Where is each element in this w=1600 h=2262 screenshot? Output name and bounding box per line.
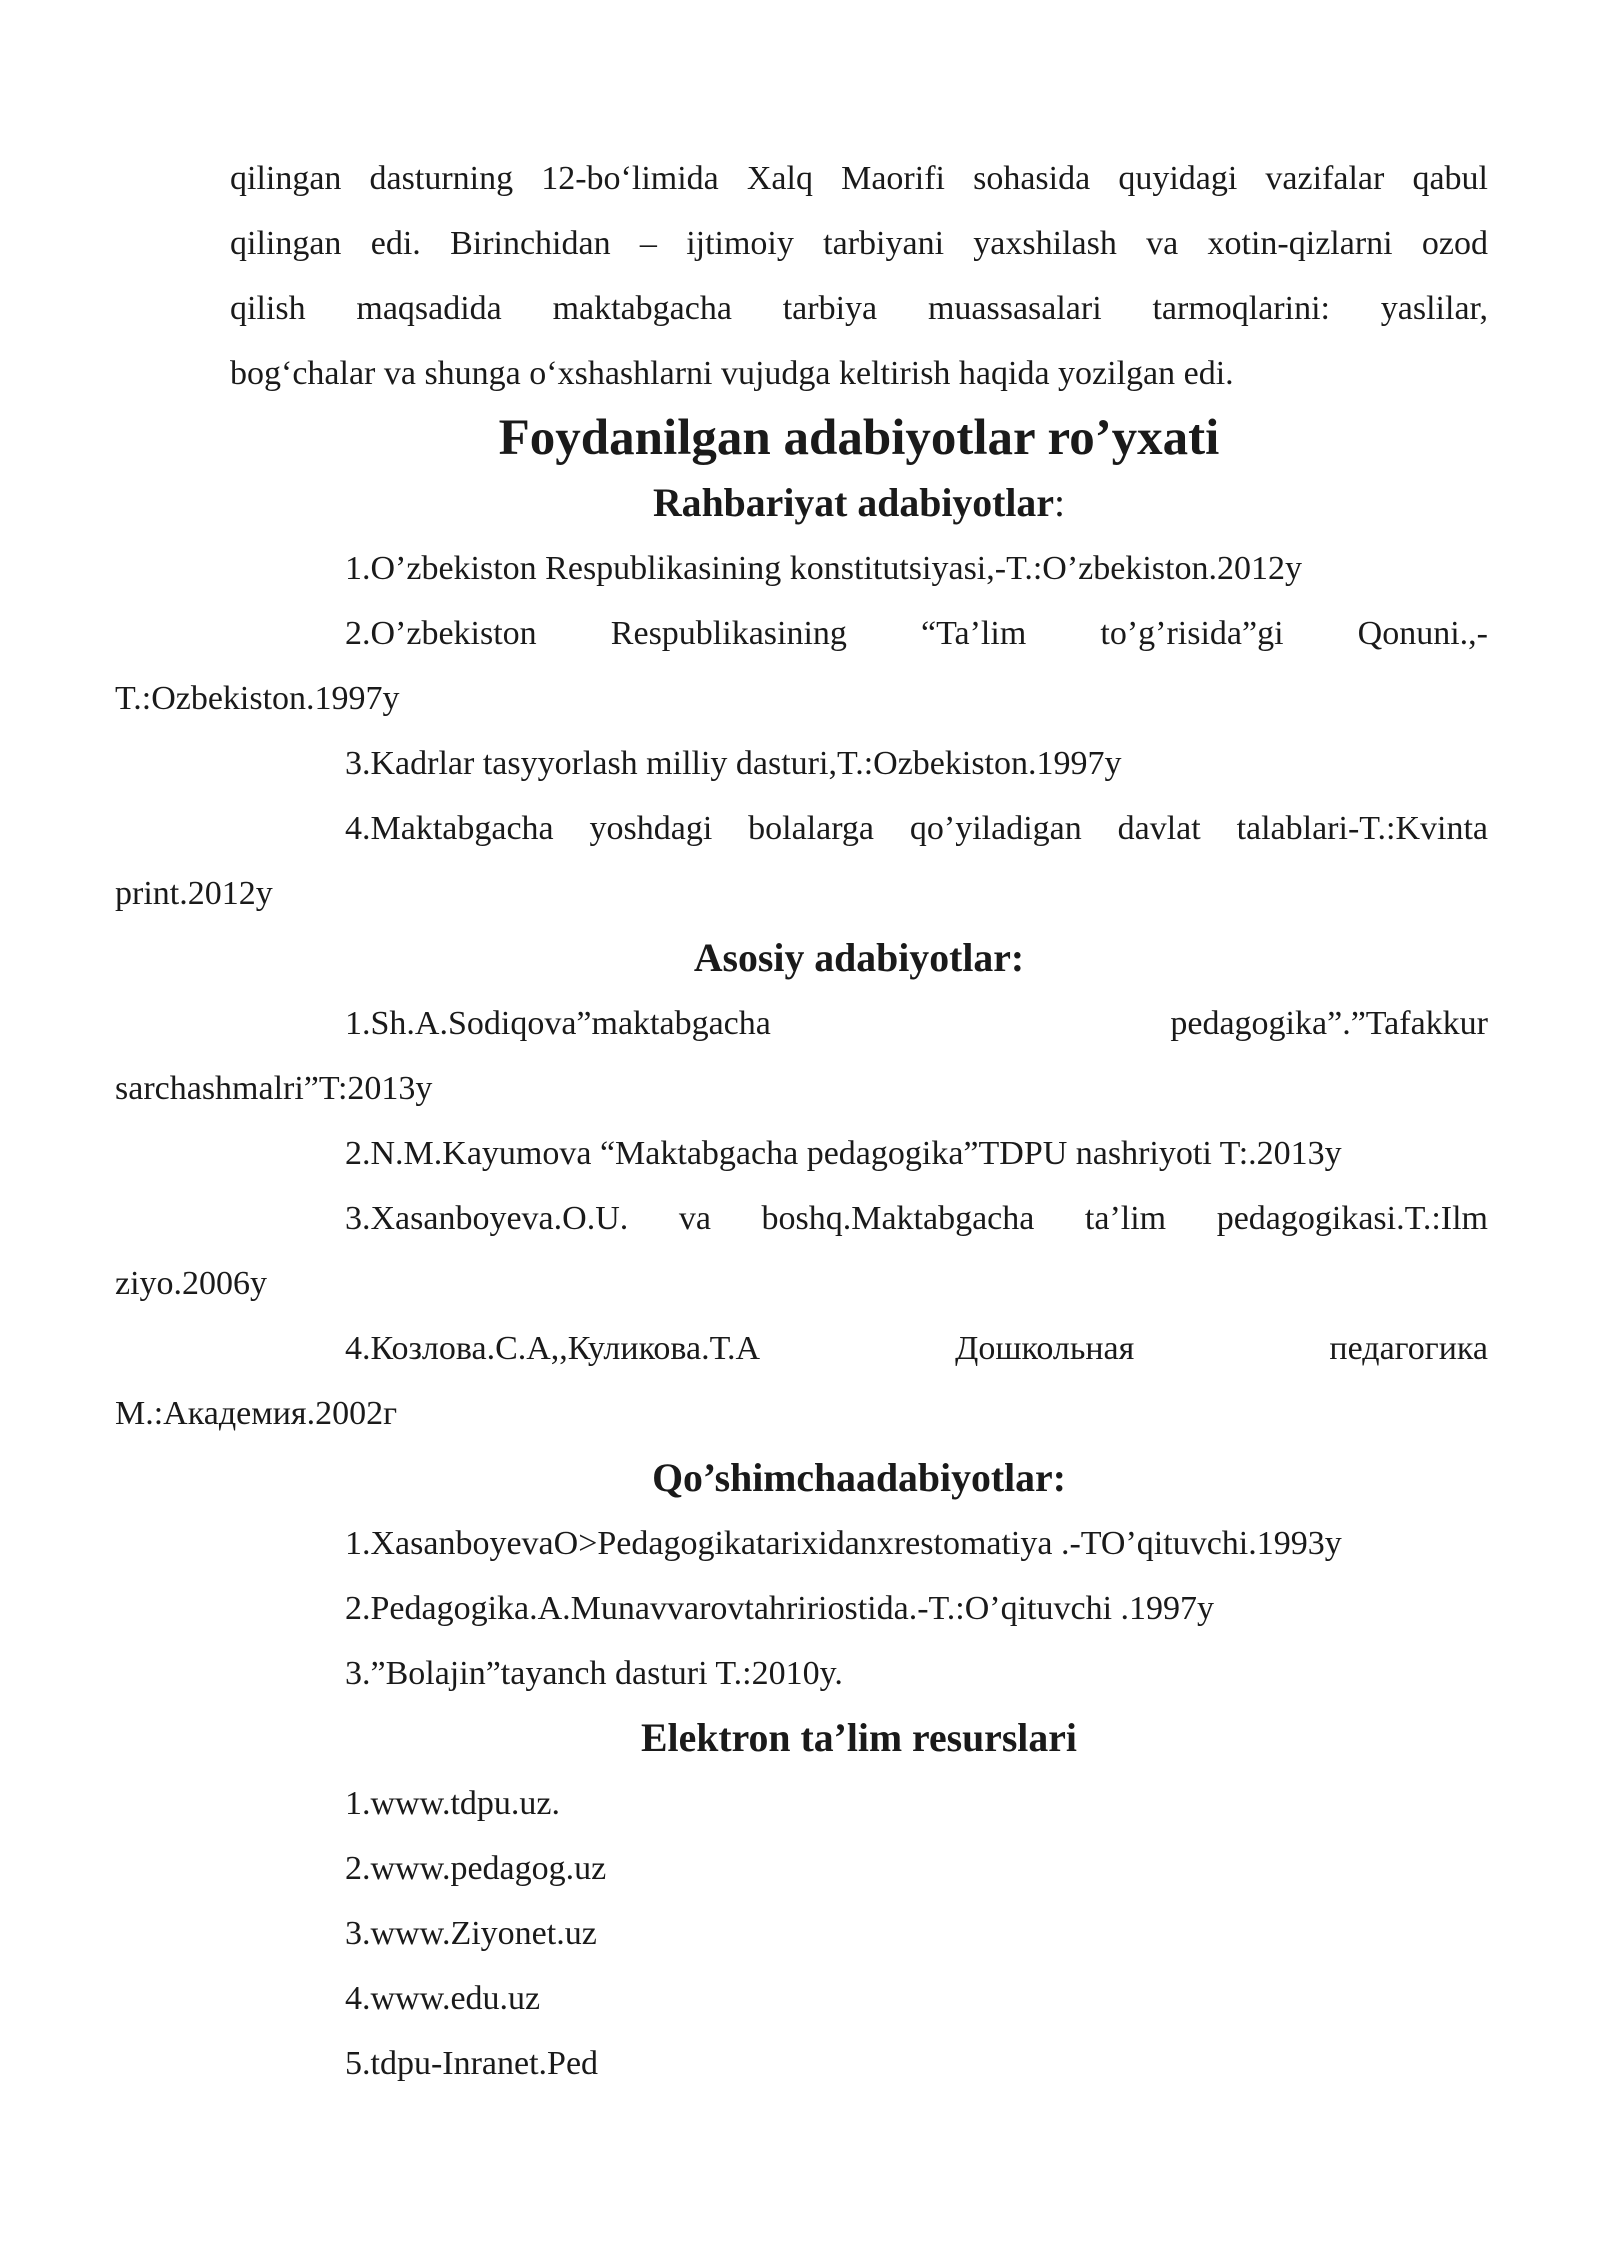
reference-item: 1.XasanboyevaO>Pedagogikatarixidanxrestomatiya .-TO’qituvchi.1993y <box>345 1525 1342 1562</box>
section-heading-elektron: Elektron ta’lim resurslari <box>641 1716 1077 1760</box>
section-heading-rahbariyat <box>230 471 1488 536</box>
resource-link[interactable]: 1.www.tdpu.uz. <box>345 1785 560 1822</box>
reference-item: 3.Xasanboyeva.O.U. va boshq.Maktabgacha ta’lim pedagogikasi.T.:Ilm ziyo.2006y <box>115 1200 1488 1302</box>
reference-item: 4.Maktabgacha yoshdagi bolalarga qo’yiladigan davlat talablari-T.:Kvinta print.2012y <box>115 810 1488 912</box>
heading-colon: : <box>1053 481 1066 525</box>
reference-item: 2.O’zbekiston Respublikasining “Ta’lim to’g’risida”gi Qonuni.,- T.:Ozbekiston.1997y <box>115 615 1488 717</box>
reference-item: 1.Sh.A.Sodiqova”maktabgacha pedagogika”.”Tafakkur sarchashmalri”T:2013y <box>115 1005 1488 1107</box>
resource-link[interactable]: 2.www.pedagog.uz <box>345 1850 607 1887</box>
reference-item: 1.O’zbekiston Respublikasining konstitutsiyasi,-T.:O’zbekiston.2012y <box>345 550 1302 587</box>
section-heading-text: Rahbariyat adabiyotlar <box>652 481 1054 525</box>
resource-link[interactable]: 5.tdpu-Inranet.Ped <box>345 2045 599 2082</box>
intro-line: qilingan dasturning 12-bo‘limida Xalq Maorifi sohasida quyidagi vazifalar qabul <box>230 160 1488 197</box>
document-body <box>115 146 1488 2096</box>
resource-link[interactable]: 4.www.edu.uz <box>345 1980 541 2017</box>
intro-paragraph <box>230 146 1488 406</box>
intro-line: bog‘chalar va shunga o‘xshashlarni vujudga keltirish haqida yozilgan edi. <box>230 355 1234 392</box>
reference-item: 4.Козлова.С.А,,Куликова.Т.А Дошкольная педагогика М.:Академия.2002г <box>115 1330 1488 1432</box>
intro-line: qilingan edi. Birinchidan – ijtimoiy tarbiyani yaxshilash va xotin-qizlarni ozod <box>230 225 1488 262</box>
intro-line: qilish maqsadida maktabgacha tarbiya muassasalari tarmoqlarini: yaslilar, <box>230 290 1488 327</box>
reference-item: 3.Kadrlar tasyyorlash milliy dasturi,T.:Ozbekiston.1997y <box>345 745 1122 782</box>
bibliography-title: Foydanilgan adabiyotlar ro’yxati <box>498 410 1220 466</box>
reference-item: 3.”Bolajin”tayanch dasturi T.:2010y. <box>345 1655 843 1692</box>
section-heading-asosiy: Asosiy adabiyotlar: <box>693 936 1025 980</box>
reference-item: 2.Pedagogika.A.Munavvarovtahririostida.-T.:O’qituvchi .1997y <box>345 1590 1215 1627</box>
section-heading-qoshimcha: Qo’shimchaadabiyotlar: <box>652 1456 1066 1500</box>
reference-item: 2.N.M.Kayumova “Maktabgacha pedagogika”TDPU nashriyoti T:.2013y <box>345 1135 1342 1172</box>
resource-link[interactable]: 3.www.Ziyonet.uz <box>345 1915 597 1952</box>
